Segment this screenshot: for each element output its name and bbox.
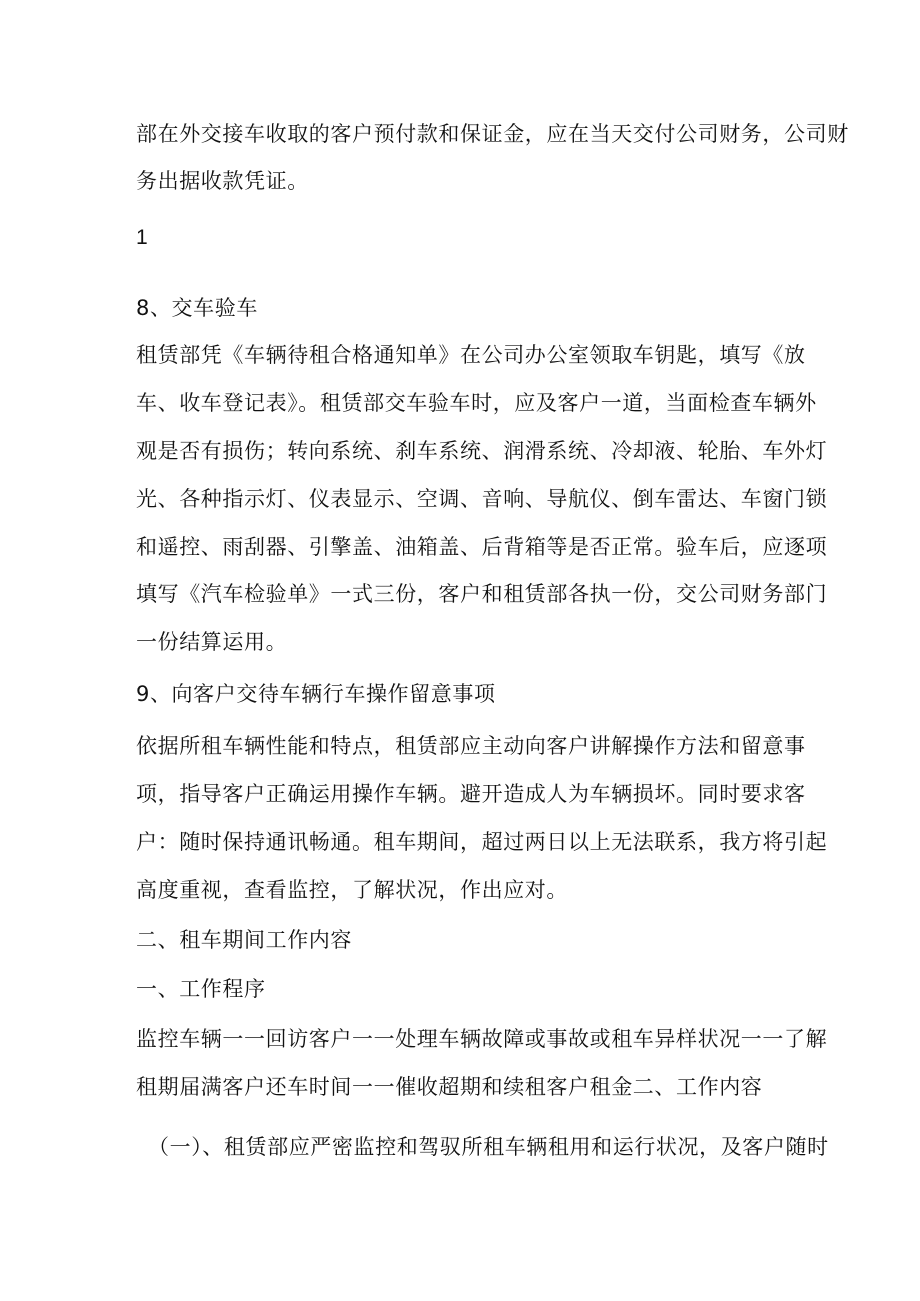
paragraph-line: 部在外交接车收取的客户预付款和保证金，应在当天交付公司财务，公司财	[136, 122, 849, 146]
paragraph-line: 光、各种指示灯、仪表显示、空调、音响、导航仪、倒车雷达、车窗门锁	[136, 487, 828, 511]
paragraph-line: 和遥控、雨刮器、引擎盖、油箱盖、后背箱等是否正常。验车后，应逐项	[136, 535, 828, 559]
paragraph-line: 高度重视，查看监控，了解状况，作出应对。	[136, 878, 568, 902]
paragraph-line: 一份结算运用。	[136, 630, 288, 654]
section-heading: 8、交车验车	[136, 296, 258, 320]
paragraph-line: 观是否有损伤；转向系统、刹车系统、润滑系统、冷却液、轮胎、车外灯	[136, 439, 828, 463]
paragraph-line: 租期届满客户还车时间一一催收超期和续租客户租金二、工作内容	[136, 1075, 763, 1099]
subsection-heading: 一、工作程序	[136, 977, 266, 1001]
section-heading: 二、租车期间工作内容	[136, 928, 352, 952]
paragraph-line: 依据所租车辆性能和特点，租赁部应主动向客户讲解操作方法和留意事	[136, 734, 806, 758]
paragraph-line: 填写《汽车检验单》一式三份，客户和租赁部各执一份，交公司财务部门	[136, 582, 828, 606]
section-heading: 9、向客户交待车辆行车操作留意事项	[136, 682, 496, 706]
paragraph-line: 务出据收款凭证。	[136, 169, 309, 193]
paragraph-line: 监控车辆一一回访客户一一处理车辆故障或事故或租车异样状况一一了解	[136, 1027, 828, 1051]
paragraph-line: 车、收车登记表》。租赁部交车验车时，应及客户一道，当面检查车辆外	[136, 391, 817, 415]
paragraph-line: 项，指导客户正确运用操作车辆。避开造成人为车辆损坏。同时要求客	[136, 782, 806, 806]
paragraph-line: 户：随时保持通讯畅通。租车期间，超过两日以上无法联系，我方将引起	[136, 830, 828, 854]
paragraph-line: （一）、租赁部应严密监控和驾驭所租车辆租用和运行状况，及客户随时	[148, 1135, 829, 1159]
page-number: 1	[136, 226, 149, 249]
paragraph-line: 租赁部凭《车辆待租合格通知单》在公司办公室领取车钥匙，填写《放	[136, 343, 806, 367]
